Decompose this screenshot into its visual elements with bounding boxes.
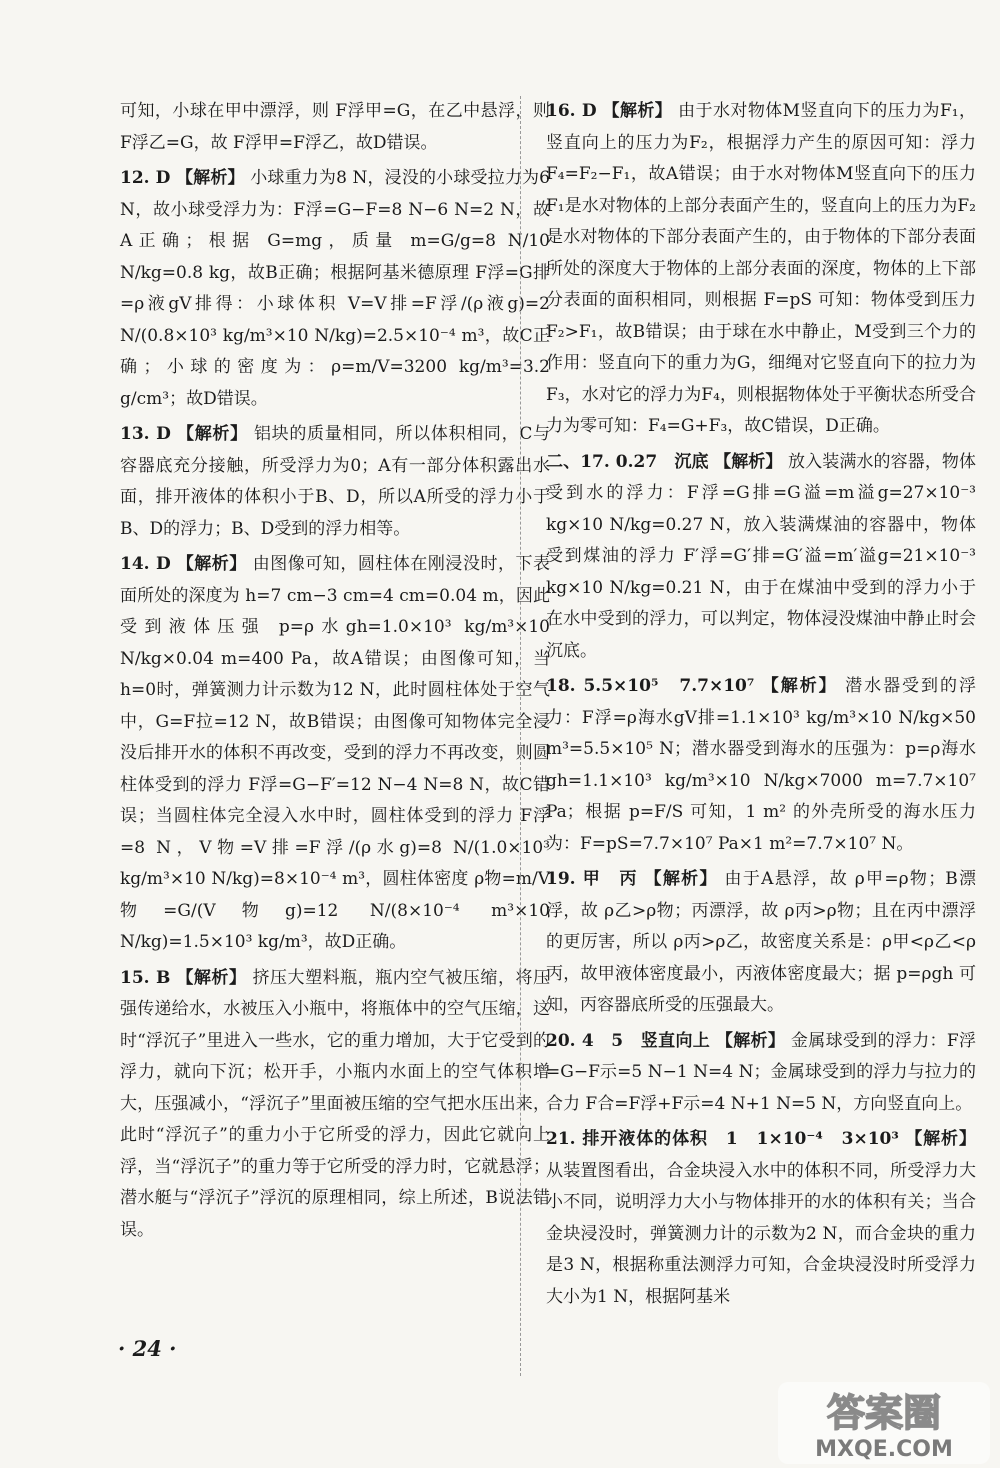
- analysis-tag: 【解析】: [176, 554, 247, 574]
- solution-text: 从装置图看出，合金块浸入水中的体积不同，所受浮力大小不同，说明浮力大小与物体排开的水的体积有关；当合金块浸没时，弹簧测力计的示数为2 N，而合金块的重力是3 N，根据称重法测浮力可知，合金块浸没时所受浮力大小为1 N，根据阿基米: [546, 1160, 976, 1307]
- solution-text: 铝块的质量相同，所以体积相同，C与容器底充分接触，所受浮力为0；A有一部分体积露出水面，排开液体的体积小于B、D，所以A所受的浮力小于B、D的浮力；B、D受到的浮力相等。: [120, 424, 551, 539]
- solution-text: 挤压大塑料瓶，瓶内空气被压缩，将压强传递给水，水被压入小瓶中，将瓶体中的空气压缩，这时“浮沉子”里进入一些水，它的重力增加，大于它受到的浮力，就向下沉；松开手，小瓶内水面上的空气体积增大，压强减小，“浮沉子”里面被压缩的空气把水压出来，此时“浮沉子”的重力小于它所受的浮力，因此它就向上浮，当“浮沉子”的重力等于它所受的浮力时，它就悬浮；潜水艇与“浮沉子”浮沉的原理相同，综上所述，B说法错误。: [120, 967, 551, 1240]
- solution-paragraph: [120, 549, 550, 959]
- solution-paragraph: [120, 96, 550, 159]
- page-number: · 24 ·: [118, 1336, 177, 1361]
- solution-paragraph: [546, 671, 976, 860]
- solution-text: 金属球受到的浮力：F浮=G−F示=5 N−1 N=4 N；金属球受到的浮力与拉力的合力 F合=F浮+F示=4 N+1 N=5 N，方向竖直向上。: [546, 1030, 977, 1114]
- solution-paragraph: [546, 864, 976, 1022]
- analysis-tag: 【解析】: [714, 451, 783, 472]
- analysis-tag: 【解析】: [761, 676, 838, 696]
- analysis-tag: 【解析】: [715, 1030, 786, 1051]
- question-number: 20. 4 5 竖直向上: [546, 1030, 711, 1051]
- solution-paragraph: [546, 1124, 976, 1313]
- analysis-tag: 【解析】: [602, 101, 673, 121]
- analysis-tag: 【解析】: [905, 1129, 976, 1149]
- solution-text: 由于A悬浮，故 ρ甲=ρ物；B漂浮，故 ρ乙>ρ物；丙漂浮，故 ρ丙>ρ物；且在丙中漂浮的更厉害，所以 ρ丙>ρ乙，故密度关系是：ρ甲<ρ乙<ρ丙，故甲液体密度最小，丙液体密度最大；据 p=ρgh 可知，丙容器底所受的压强最大。: [546, 869, 977, 1015]
- column-divider: [520, 96, 522, 1376]
- question-number: 14. D: [120, 554, 171, 574]
- analysis-tag: 【解析】: [176, 967, 247, 988]
- question-number: 21. 排开液体的体积 1 1×10⁻⁴ 3×10³: [546, 1129, 899, 1149]
- watermark-domain: MXQE.COM: [815, 1437, 953, 1462]
- watermark-logo: [778, 1382, 990, 1464]
- question-number: 16. D: [546, 101, 597, 121]
- question-number: 19. 甲 丙: [546, 869, 638, 889]
- solution-paragraph: [546, 447, 976, 668]
- analysis-tag: 【解析】: [175, 168, 245, 188]
- solution-paragraph: [120, 963, 550, 1247]
- question-number: 18. 5.5×10⁵ 7.7×10⁷: [546, 676, 755, 696]
- solution-paragraph: [546, 96, 976, 443]
- solution-text: 由于水对物体M竖直向下的压力为F₁，竖直向上的压力为F₂，根据浮力产生的原因可知：浮力 F₄=F₂−F₁，故A错误；由于水对物体M竖直向下的压力F₁是水对物体的上部分表面产生的，竖直向上的压力为F₂是水对物体的下部分表面产生的，由于物体的下部分表面所处的深度大于物体的上部分表面的深度，物体的上下部分表面的面积相同，则根据 F=pS 可知：物体受到压力 F₂>F₁，故B错误；由于球在水中静止，M受到三个力的作用：竖直向下的重力为G，细绳对它竖直向下的拉力为F₃，水对它的浮力为F₄，则根据物体处于平衡状态所受合力为零可知：F₄=G+F₃，故C错误，D正确。: [546, 101, 977, 436]
- solution-text: 放入装满水的容器，物体受到水的浮力：F浮=G排=G溢=m溢g=27×10⁻³ kg×10 N/kg=0.27 N，放入装满煤油的容器中，物体受到煤油的浮力 F′浮=G′排=G′溢=m′溢g=21×10⁻³ kg×10 N/kg=0.21 N，由于在煤油中受到的浮力小于在水中受到的浮力，可以判定，物体浸没煤油中静止时会沉底。: [546, 451, 977, 661]
- solution-text: 由图像可知，圆柱体在刚浸没时，下表面所处的深度为 h=7 cm−3 cm=4 cm=0.04 m，因此受到液体压强 p=ρ水gh=1.0×10³ kg/m³×10 N/kg×0.04 m=400 Pa，故A错误；由图像可知，当h=0时，弹簧测力计示数为12 N，此时圆柱体处于空气中，G=F拉=12 N，故B错误；由图像可知物体完全浸没后排开水的体积不再改变，受到的浮力不再改变，则圆柱体受到的浮力 F浮=G−F′=12 N−4 N=8 N，故C错误；当圆柱体完全浸入水中时，圆柱体受到的浮力 F浮=8 N，V物=V排=F浮/(ρ水g)=8 N/(1.0×10³ kg/m³×10 N/kg)=8×10⁻⁴ m³，圆柱体密度 ρ物=m/V物=G/(V物g)=12 N/(8×10⁻⁴ m³×10 N/kg)=1.5×10³ kg/m³，故D正确。: [120, 554, 551, 952]
- solution-paragraph: [120, 419, 550, 545]
- solution-paragraph: [546, 1026, 976, 1121]
- solution-text: 潜水器受到的浮力：F浮=ρ海水gV排=1.1×10³ kg/m³×10 N/kg×50 m³=5.5×10⁵ N；潜水器受到海水的压强为：p=ρ海水gh=1.1×10³ kg/m³×10 N/kg×7000 m=7.7×10⁷ Pa；根据 p=F/S 可知，1 m² 的外壳所受的海水压力为：F=pS=7.7×10⁷ Pa×1 m²=7.7×10⁷ N。: [546, 676, 977, 854]
- solution-text: 小球重力为8 N，浸没的小球受拉力为6 N，故小球受浮力为：F浮=G−F=8 N−6 N=2 N，故A正确；根据 G=mg，质量 m=G/g=8 N/10 N/kg=0.8 kg，故B正确；根据阿基米德原理 F浮=G排=ρ液gV排得：小球体积 V=V排=F浮/(ρ液g)=2 N/(0.8×10³ kg/m³×10 N/kg)=2.5×10⁻⁴ m³，故C正确；小球的密度为：ρ=m/V=3200 kg/m³=3.2 g/cm³；故D错误。: [120, 168, 550, 409]
- question-number: 12. D: [120, 168, 171, 188]
- solution-paragraph: [120, 163, 550, 415]
- analysis-tag: 【解析】: [644, 869, 718, 889]
- watermark-title: 答案圈: [826, 1391, 942, 1435]
- left-column: [120, 96, 550, 1250]
- solution-text: 可知，小球在甲中漂浮，则 F浮甲=G，在乙中悬浮，则 F浮乙=G，故 F浮甲=F浮乙，故D错误。: [120, 101, 550, 153]
- question-number: 13. D: [120, 424, 171, 444]
- question-number: 15. B: [120, 967, 171, 988]
- right-column: [546, 96, 976, 1317]
- question-number: 二、17. 0.27 沉底: [546, 451, 709, 472]
- analysis-tag: 【解析】: [177, 424, 248, 444]
